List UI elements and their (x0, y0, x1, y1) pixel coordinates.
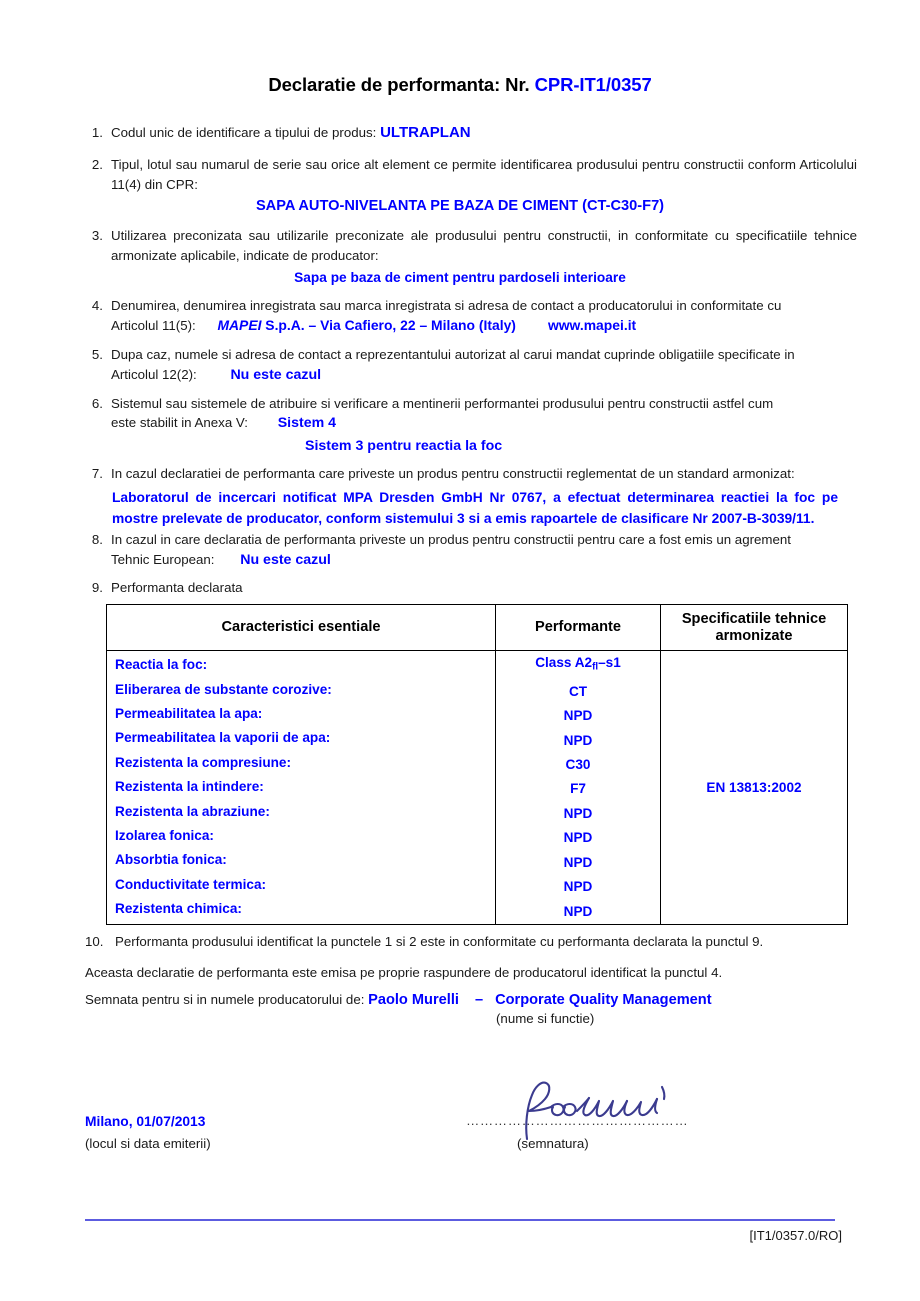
clause-7-index: 7. (91, 466, 103, 481)
clause-10-text: Performanta produsului identificat la punctele 1 si 2 este in conformitate cu performanta declarata la punctul 9. (115, 934, 764, 949)
performance-cell (496, 651, 661, 925)
manufacturer-address: S.p.A. – Via Cafiero, 22 – Milano (Italy) (261, 316, 516, 333)
page-title (0, 74, 920, 96)
page-title-number: CPR-IT1/0357 (534, 74, 652, 95)
clause-7-text: In cazul declaratiei de performanta care priveste un produs pentru constructii reglementat de un standard armonizat: (111, 466, 795, 481)
clause-8-body (111, 530, 857, 570)
clause-6-system: Sistem 4 (277, 415, 337, 431)
clause-6-system-fire: Sistem 3 pentru reactia la foc (305, 438, 503, 454)
performance-value-subscript: fl (592, 661, 599, 673)
footer-divider (85, 1219, 835, 1221)
clause-1-text: Codul unic de identificare a tipului de produs: (111, 125, 381, 140)
clause-2-index: 2. (91, 157, 103, 172)
clause-2-text: Tipul, lotul sau numarul de serie sau orice alt element ce permite identificarea produsului pentru constructii conform Articolului 11(4) din CPR: (111, 157, 857, 192)
declared-performance-table (106, 604, 848, 925)
clause-10-index: 10. (85, 934, 104, 949)
clause-6-annex-label: este stabilit in Anexa V: (111, 415, 248, 430)
clause-6-body (111, 394, 857, 414)
signature-note: (semnatura) (517, 1136, 589, 1151)
table-header-specifications (661, 605, 848, 651)
clause-2 (85, 155, 857, 194)
clause-4-text: Denumirea, denumirea inregistrata sau marca inregistrata si adresa de contact a producatorului in conformitate cu (111, 298, 782, 313)
clause-8-index: 8. (91, 532, 103, 547)
table-header-spec-line1: Specificatiile tehnice (681, 610, 827, 627)
table-row: Rezistenta la compresiune: (115, 754, 292, 770)
table-body-row (107, 651, 848, 925)
clause-1-body (111, 123, 857, 143)
clause-6-line2 (85, 413, 857, 434)
signer-name: Paolo Murelli (368, 992, 459, 1008)
place-and-date-note: (locul si data emiterii) (85, 1136, 211, 1151)
clause-4 (85, 296, 857, 335)
performance-value: NPD (563, 830, 593, 846)
clause-5-text: Dupa caz, numele si adresa de contact a reprezentantului autorizat al carui mandat cuprinde obligatiile specificate in (111, 347, 795, 362)
performance-value: NPD (563, 732, 593, 748)
table-row: Absorbtia fonica: (115, 852, 227, 868)
clause-8-eta-label: Tehnic European: (111, 551, 215, 567)
clause-4-index: 4. (91, 298, 103, 313)
table-row: Conductivitate termica: (115, 876, 267, 892)
table-row: Rezistenta chimica: (115, 901, 242, 917)
clause-1-index: 1. (91, 125, 103, 140)
signer-dash: – (474, 992, 484, 1008)
clause-6-text: Sistemul sau sistemele de atribuire si verificare a mentinerii performantei produsului pentru constructii astfel cum (111, 396, 774, 411)
table-row: Rezistenta la abraziune: (115, 803, 270, 819)
table-row: Eliberarea de substante corozive: (115, 681, 332, 697)
performance-value: C30 (565, 757, 591, 773)
performance-value: NPD (563, 854, 593, 870)
clause-5-index: 5. (91, 347, 103, 362)
name-function-note: (nume si functie) (496, 1011, 595, 1026)
clause-5-body (111, 345, 857, 385)
clause-5-article-label: Articolul 12(2): (111, 366, 197, 382)
manufacturer-website[interactable]: www.mapei.it (547, 316, 637, 333)
clause-7 (85, 464, 857, 484)
signed-by-line (85, 990, 875, 1011)
table-header-performance: Performante (496, 605, 661, 651)
place-and-date: Milano, 01/07/2013 (85, 1114, 206, 1129)
page-title-prefix: Declaratie de performanta: Nr. (268, 74, 535, 95)
clause-8 (85, 530, 857, 570)
clause-9-text: Performanta declarata (111, 580, 243, 595)
table-row: Izolarea fonica: (115, 828, 214, 844)
clause-1-value: ULTRAPLAN (380, 124, 471, 141)
clause-3 (85, 226, 857, 265)
clause-6-line2-body (111, 413, 857, 434)
performance-value-tail: –s1 (598, 655, 621, 670)
clause-9 (85, 578, 857, 598)
performance-value: F7 (570, 781, 586, 797)
signed-by-label: Semnata pentru si in numele producatorului de: (85, 992, 369, 1007)
clause-8-text: In cazul in care declaratia de performanta priveste un produs pentru constructii pentru care a fost emis un agrement (111, 532, 791, 547)
performance-value: CT (568, 683, 588, 699)
clause-3-text: Utilizarea preconizata sau utilizarile preconizate ale produsului pentru constructii, in conformitate cu specificatiile tehnice armonizate aplicabile, indicate de producator: (111, 228, 857, 263)
signature-image (505, 1073, 705, 1145)
characteristics-cell (107, 651, 496, 925)
table-row: Permeabilitatea la apa: (115, 706, 263, 722)
clause-2-product-name: SAPA AUTO-NIVELANTA PE BAZA DE CIMENT (CT-C30-F7) (255, 198, 665, 214)
responsibility-statement: Aceasta declaratie de performanta este emisa pe proprie raspundere de producatorul identificat la punctul 4. (85, 965, 723, 980)
clause-4-article-label: Articolul 11(5): (111, 317, 196, 333)
performance-value: NPD (563, 708, 593, 724)
harmonized-standard-cell: EN 13813:2002 (661, 651, 848, 925)
clause-7-lab-statement: Laboratorul de incercari notificat MPA Dresden GmbH Nr 0767, a efectuat determinarea reactiei la foc pe mostre prelevate de producator, conform sistemului 3 si a emis rapoartele de clasificare Nr 2007-B-3039/11. (112, 490, 838, 526)
clause-5-value: Nu este cazul (230, 366, 322, 383)
table-header-row (107, 605, 848, 651)
clause-6-index: 6. (91, 396, 103, 411)
performance-value: NPD (563, 903, 593, 919)
signature-dotted-line: ………………………………………… (466, 1113, 689, 1128)
document-code: [IT1/0357.0/RO] (749, 1228, 842, 1243)
table-row: Permeabilitatea la vaporii de apa: (115, 730, 331, 746)
clause-8-value: Nu este cazul (240, 551, 331, 568)
clause-10 (85, 932, 845, 952)
table-row: Rezistenta la intindere: (115, 779, 264, 795)
clause-3-intended-use: Sapa pe baza de ciment pentru pardoseli interioare (294, 270, 626, 285)
clause-4-body (111, 296, 857, 335)
clause-6 (85, 394, 857, 414)
performance-value-main: Class A2 (535, 655, 593, 670)
table-header-spec-line2: armonizate (715, 627, 793, 644)
clause-5 (85, 345, 857, 385)
signer-role: Corporate Quality Management (495, 992, 712, 1008)
table-row: Reactia la foc: (115, 657, 208, 673)
table-header-characteristics: Caracteristici esentiale (107, 605, 496, 651)
performance-value (496, 651, 660, 680)
clause-9-index: 9. (91, 580, 103, 595)
performance-value: NPD (563, 805, 593, 821)
clause-1 (85, 123, 857, 143)
clause-3-index: 3. (91, 228, 103, 243)
manufacturer-brand: MAPEI (217, 316, 262, 333)
performance-value: NPD (563, 879, 593, 895)
